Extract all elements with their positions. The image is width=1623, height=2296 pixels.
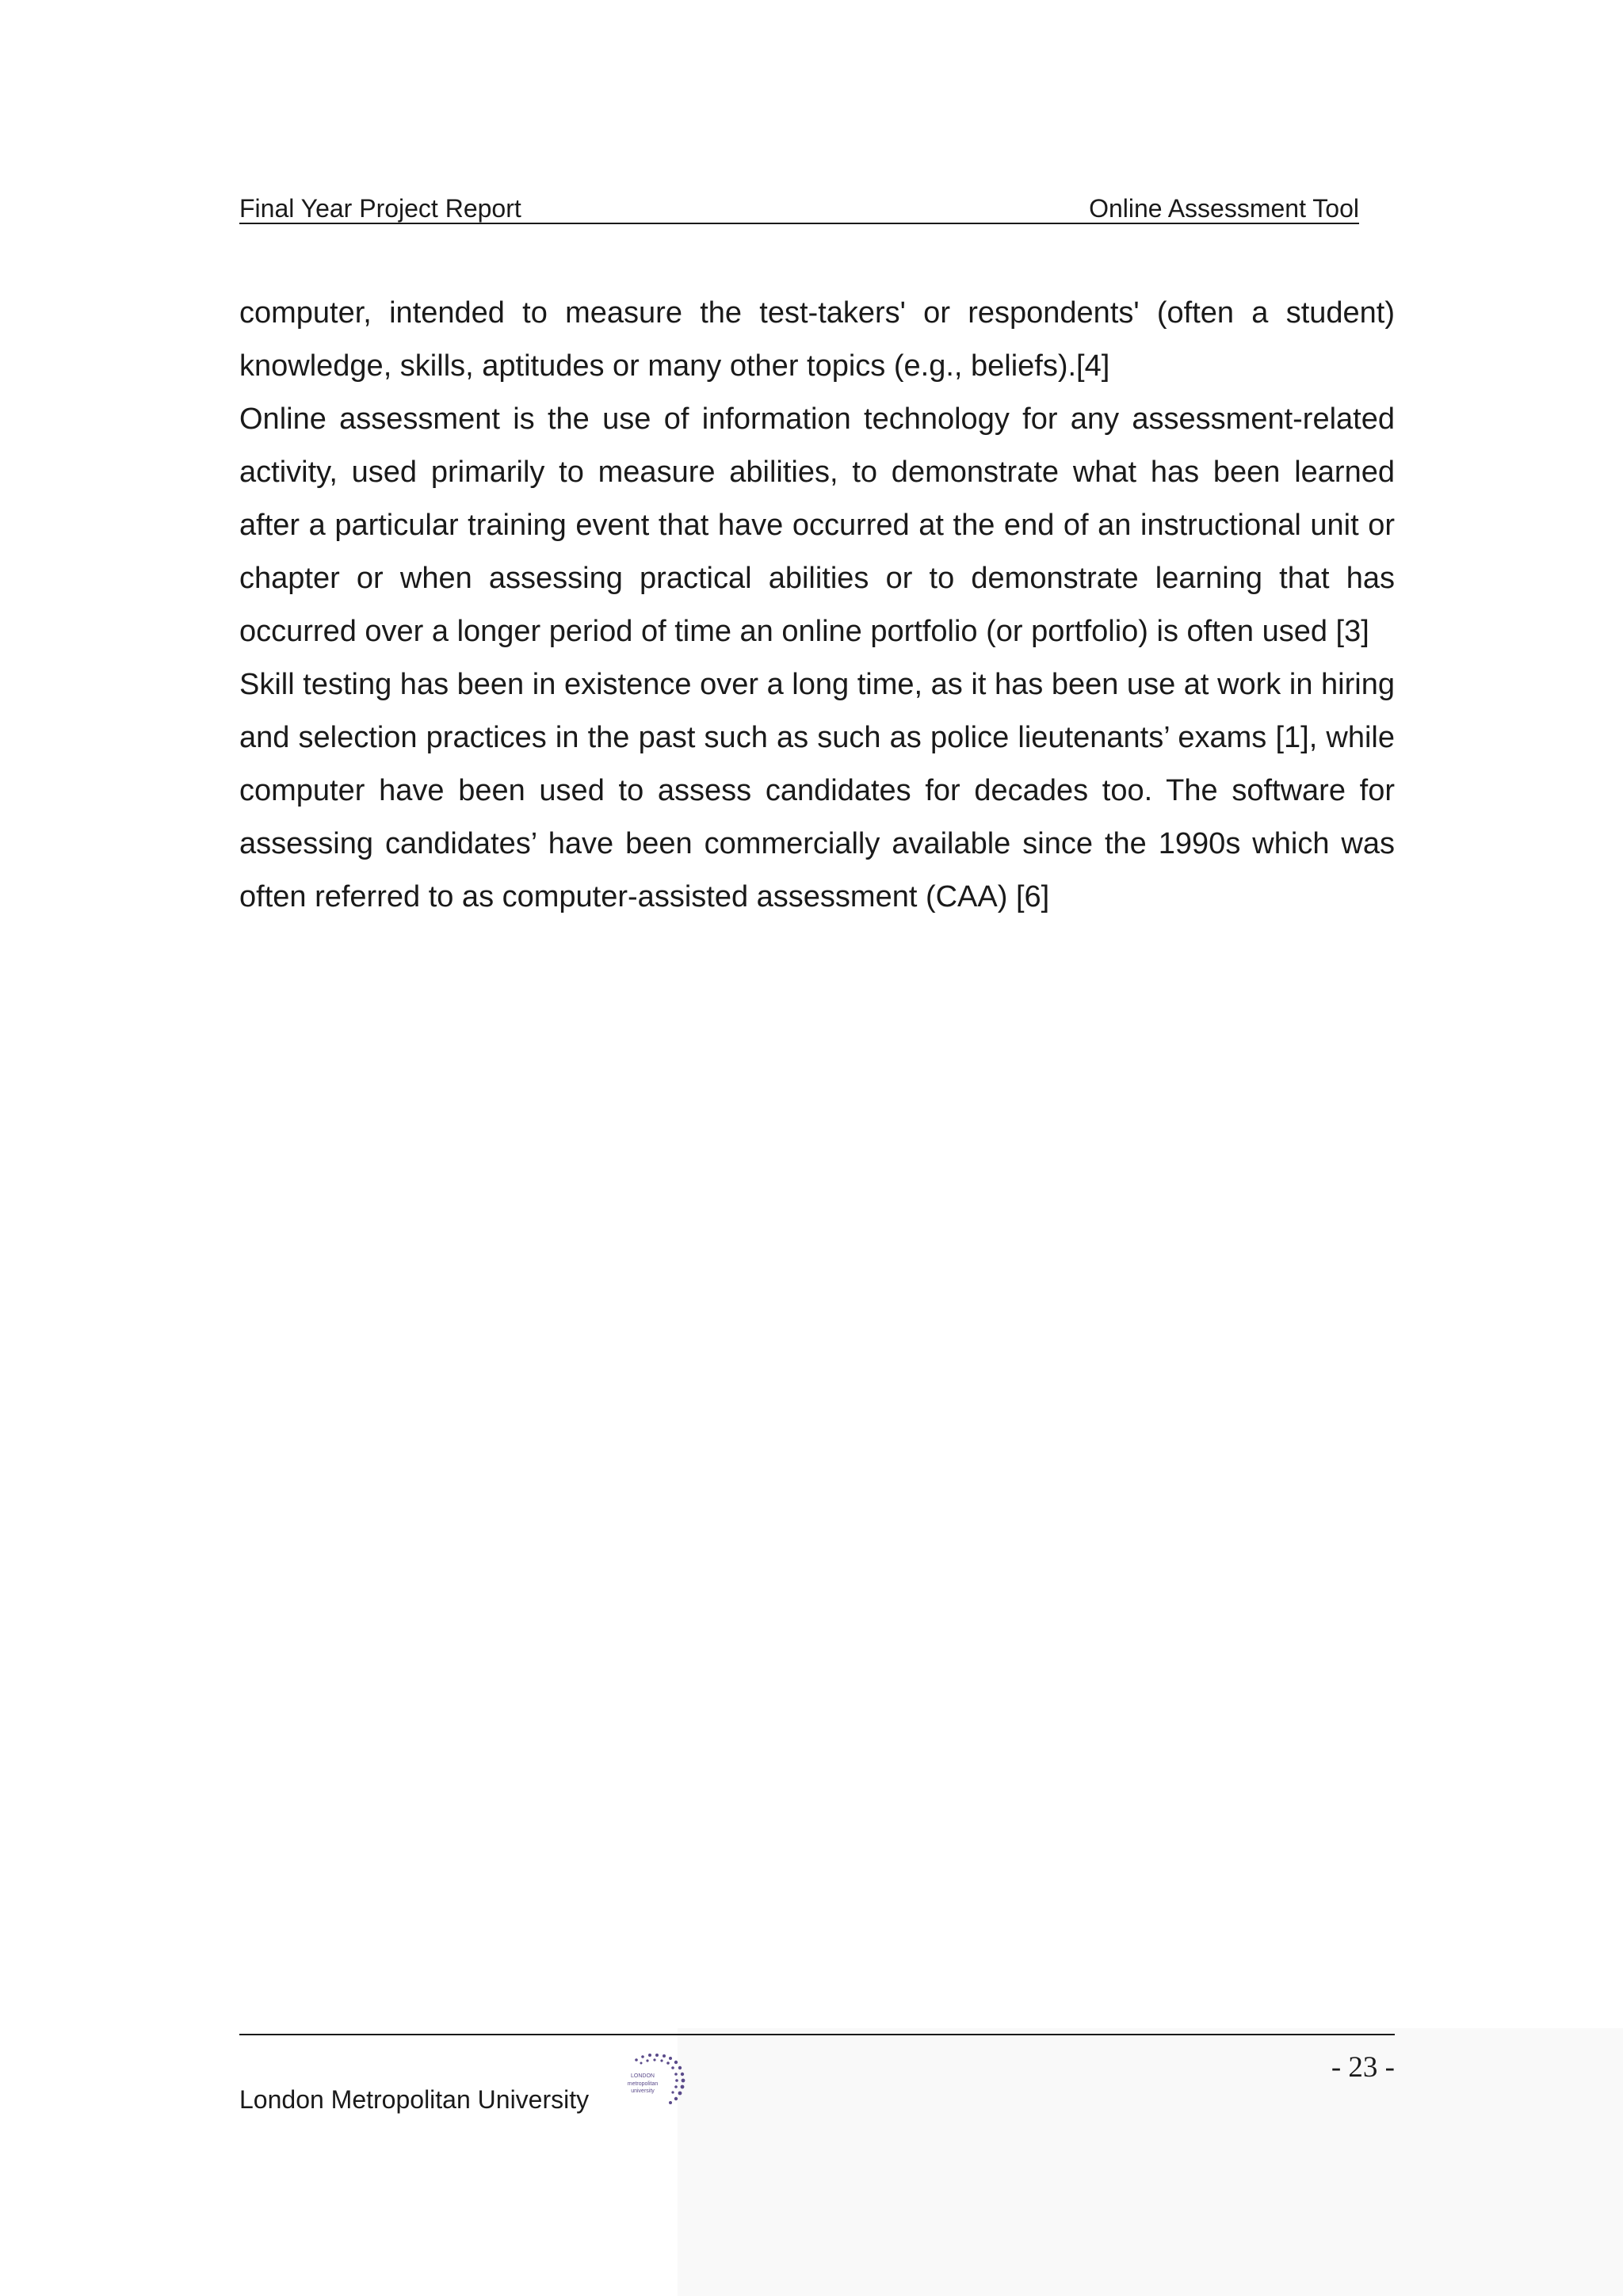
paragraph-2: Online assessment is the use of information technology for any assessment-related activity, used primarily to measure abilities, to demonstrate what has been learned after a particular training event that have occurred at the end of an instructional unit or chapter or when assessing practical abilities or to demonstrate learning that has occurred over a longer period of time an online portfolio (or portfolio) is often used [3] [239,402,1395,648]
page-number: - 23 - [1331,2051,1395,2084]
logo-text-line-1: LONDON [631,2073,655,2079]
footer-rule [239,2034,1395,2035]
paragraph-3: Skill testing has been in existence over a long time, as it has been use at work in hiring and selection practices in the past such as such as police lieutenants’ exams [1], while computer have been used to assess candidates for decades too. The software for assessing candidates’ have been commercially available since the 1990s which was often referred to as computer-assisted assessment (CAA) [6] [239,668,1395,913]
scan-shading [678,2028,1623,2296]
logo-dot-arc [635,2054,685,2104]
logo-text-line-3: university [631,2088,655,2094]
paragraph-1: computer, intended to measure the test-takers' or respondents' (often a student) knowledge, skills, aptitudes or many other topics (e.g., beliefs).[4] [239,296,1395,383]
page-header [239,191,1359,224]
body-text [239,287,1395,924]
header-project-title: Online Assessment Tool [1089,194,1359,223]
header-report-title: Final Year Project Report [239,194,521,223]
university-logo-icon [614,2052,701,2109]
logo-text-line-2: metropolitan [627,2081,659,2087]
footer-university-name: London Metropolitan University [239,2085,590,2114]
